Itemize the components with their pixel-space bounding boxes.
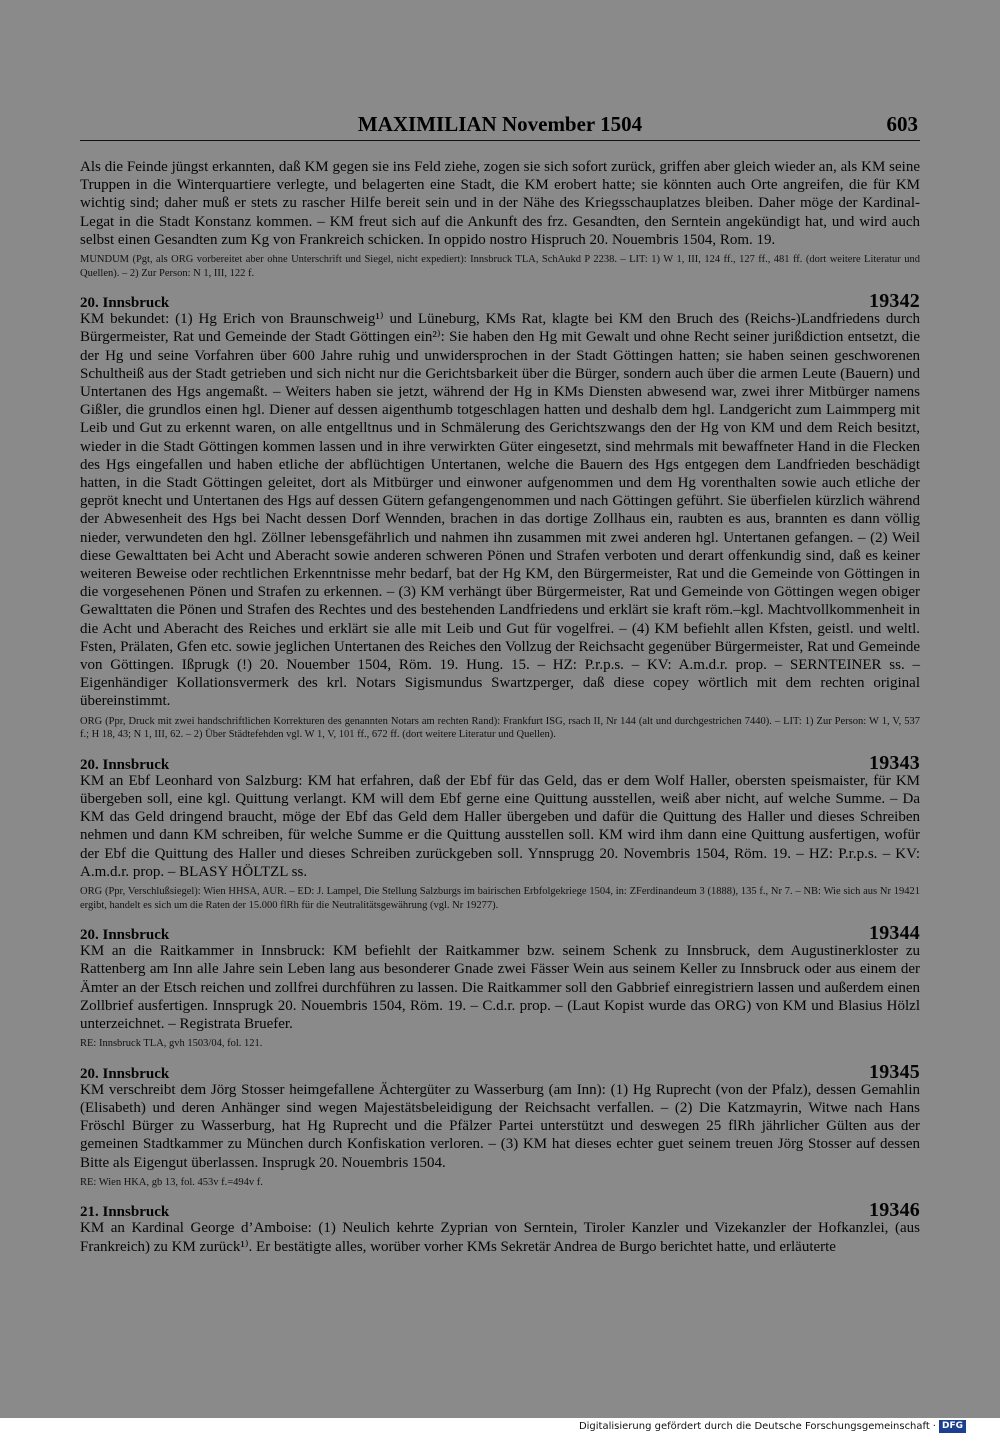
entry-heading: [80, 1199, 920, 1222]
regest-entry: [80, 922, 920, 1051]
digitization-footer: Digitalisierung gefördert durch die Deutsche Forschungsgemeinschaft · DFG: [579, 1419, 966, 1433]
entry-number: 19344: [869, 922, 920, 945]
page-content: [80, 158, 920, 1256]
footer-text: Digitalisierung gefördert durch die Deutsche Forschungsgemeinschaft: [578, 1420, 930, 1432]
regest-entry: [80, 752, 920, 912]
regest-entry: [80, 290, 920, 742]
page-number: 603: [886, 112, 918, 136]
entry-note: RE: Innsbruck TLA, gvh 1503/04, fol. 121.: [80, 1038, 263, 1050]
entry-number: 19343: [869, 751, 920, 774]
entry-heading: [80, 922, 920, 945]
entry-note: RE: Wien HKA, gb 13, fol. 453v f.=494v f.: [80, 1176, 263, 1188]
entry-number: 19346: [869, 1199, 920, 1222]
entry-text: KM an die Raitkammer in Innsbruck: KM befiehlt der Raitkammer bzw. seinem Schenk zu Innsbruck, dem Augustinerkloster zu Rattenberg am Inn alle Jahre sein Leben lang aus besonderer Gnade zwei Fässer Wein aus seinem Keller zu Innsbruck oder aus einem der Ämter an der Etsch reichen und zollfrei durchführen zu lassen. Die Raitkammer soll den Gabbrief einregistriern lassen und außerdem einen Zollbrief ausfertigen. Innsprugk 20. Nouembris 1504, Röm. 19. – C.d.r. prop. – (Laut Kopist wurde das ORG) von KM und Blasius Hölzl unterzeichnet. – Registrata Bruefer.: [80, 943, 920, 1033]
intro-text: Als die Feinde jüngst erkannten, daß KM gegen sie ins Feld ziehe, zogen sie sich sofort zurück, griffen aber gleich wieder an, als KM seine Truppen in die Winterquartiere verlegte, und belagerten eine Stadt, die KM erobert hatte; sie könnten auch Orte angreifen, die für KM wichtig sind; daher muß er stets zu rascher Hilfe bereit sein und in der Nähe des Kriegsschauplatzes bleiben. Daher möge der Kardinal-Legat in die Stadt Konstanz kommen. – KM freut sich auf die Ankunft des frz. Gesandten, den Serntein angekündigt hat, und wird auch selbst einen Gesandten zum Kg von Frankreich schicken. In oppido nostro Hispruch 20. Nouembris 1504, Rom. 19.: [80, 159, 920, 248]
entry-date: 20. Innsbruck: [80, 756, 170, 773]
entry-number: 19342: [869, 290, 920, 313]
entry-text: KM an Kardinal George d’Amboise: (1) Neulich kehrte Zyprian von Serntein, Tiroler Kanzler und Vizekanzler der Hofkanzlei, (aus Frankreich) zu KM zurück¹⁾. Er bestätigte alles, worüber vorher KMs Sekretär Andrea de Burgo berichtet hatte, und erläuterte: [80, 1220, 920, 1255]
entry-date: 20. Innsbruck: [80, 295, 170, 312]
entry-date: 20. Innsbruck: [80, 927, 170, 944]
regest-entry: [80, 1199, 920, 1255]
entry-heading: [80, 290, 920, 313]
intro-note: MUNDUM (Pgt, als ORG vorbereitet aber ohne Unterschrift und Siegel, nicht expediert): Innsbruck TLA, SchAukd P 2238. – LIT: 1) W 1, III, 124 ff., 127 ff., 481 ff. (dort weitere Literatur und Quellen). – 2) Zur Person: N 1, III, 122 f.: [80, 254, 920, 279]
entry-note: ORG (Ppr, Verschlußsiegel): Wien HHSA, AUR. – ED: J. Lampel, Die Stellung Salzburgs im bairischen Erbfolgekriege 1504, in: ZFerdinandeum 3 (1888), 135 f., Nr 7. – NB: Wie sich aus Nr 19421 ergibt, handelt es sich um die Raten der 15.000 flRh für die Neutralitätsgewährung (vgl. Nr 19277).: [80, 886, 920, 911]
entry-date: 21. Innsbruck: [80, 1204, 170, 1221]
running-title: MAXIMILIAN November 1504: [357, 112, 643, 136]
intro-block: [80, 158, 920, 280]
entry-text: KM verschreibt dem Jörg Stosser heimgefallene Ächtergüter zu Wasserburg (am Inn): (1) Hg Ruprecht (von der Pfalz), dessen Gemahlin (Elisabeth) und deren Anhänger sind wegen Majestätsbeleidigung der Reichsacht verfallen. – (2) Die Katzmayrin, Witwe nach Hans Fröschl Bürger zu Wasserburg, hat Hg Ruprecht und die Pfälzer Partei unterstützt und deswegen 25 flRh jährlicher Gülten aus der gemeinen Stadtkammer zu München durch Konfiskation verloren. – (3) KM hat dieses echter guet seinem treuen Jörg Stosser auf dessen Bitte als Eigengut überlassen. Insprugk 20. Nouembris 1504.: [80, 1081, 920, 1171]
entry-heading: [80, 752, 920, 772]
entry-note: ORG (Ppr, Druck mit zwei handschriftlichen Korrekturen des genannten Notars am rechten Rand): Frankfurt ISG, rsach II, Nr 144 (alt und durchgestrichen 7440). – LIT: 1) Zur Person: W 1, V, 537 f.; H 18, 43; N 1, III, 62. – 2) Über Städtefehden vgl. W 1, V, 101 ff., 672 ff. (dort weitere Literatur und Quellen).: [80, 715, 920, 741]
entry-text: KM bekundet: (1) Hg Erich von Braunschweig¹⁾ und Lüneburg, KMs Rat, klagte bei KM den Bruch des (Reichs-)Landfriedens durch Bürgermeister, Rat und Gemeinde der Stadt Göttingen ein²⁾: Sie haben den Hg mit Gewalt und ohne Recht seiner jurißdiction entsetzt, die der Hg und seine Vorfahren über 600 Jahre ruhig und unwidersprochen in der Stadt Göttingen hatten; sie haben seinen geschworenen Schultheiß aus der Stadt getrieben und sich nicht nur die Gerichtsbarkeit über die Bürger, sondern auch über die armen Leute (Bauern) und Untertanen des Hgs angemaßt. – Weiters haben sie jetzt, während der Hg in KMs Diensten abwesend war, zwei ihrer Mitbürger namens Gißler, die grundlos einen hgl. Diener auf dessen aigenthumb totgeschlagen hatten und deshalb dem hgl. Landgericht zum Laimmperg mit Leib und Gut zu erkennt waren, on alle entgelltnus und in Schmälerung des Gerichtszwangs den der Hg von KM und dem Reich besitzt, wieder in die Stadt Göttingen kommen lassen und in ihre verwirkten Güter eingesetzt, sind mehrmals mit bewaffneter Hand in die Flecken des Hgs eingefallen und haben etliche der abflüchtigen Untertanen, welche die Bauern des Hgs entgegen dem Landfrieden beschädigt hatten, in die Stadt Göttingen geleitet, dort als Mitbürger und einwoner aufgenommen und dem Hg vorenthalten sowie auch etliche der gepröt knecht und Untertanen des Hgs auf dessen Gütern gefangengenommen und nach Göttingen geführt. Sie überfielen kürzlich während der Abwesenheit des Hgs bei Nacht dessen Dorf Wennden, brachen in das dortige Zollhaus ein, raubten es aus, brannten es dann völlig nieder, verwundeten den hgl. Zöllner lebensgefährlich und nahmen ihn zusammen mit zwei anderen hgl. Untertanen gefangen. – (2) Weil diese Gewalttaten bei Acht und Aberacht sowie anderen schweren Pönen und Strafen verboten und derart offenkundig sind, daß es keiner weiteren Beweise oder rechtlichen Erkenntnisse mehr bedarf, bat der Hg KM, den Bürgermeister, Rat und die Gemeinde von Göttingen in die vorgesehenen Pönen und Strafen zu erkennen. – (3) KM verhängt über Bürgermeister, Rat und Gemeinde von Göttingen wegen obiger Gewalttaten die Pönen und Strafen des Rechtes und des bestehenden Landfriedens und erklärt sie kraft röm.–kgl. Machtvollkommenheit in die Acht und Aberacht des Reiches und erklärt sie alle mit Leib und Gut für vogelfrei. – (4) KM befiehlt allen Kfsten, geistl. und weltl. Fsten, Prälaten, Gfen etc. sowie jeglichen Untertanen des Reiches den Vollzug der Reichsacht gegenüber Bürgermeister, Rat und Gemeinde von Göttingen. Ißprugk (!) 20. Nouember 1504, Röm. 19. Hung. 15. – HZ: P.r.p.s. – KV: A.m.d.r. prop. – SERNTEINER ss. – Eigenhändiger Kollationsvermerk des krl. Notars Sigismundus Swartzperger, daß diese copey wörtlich mit dem rechten original übereinstimmt.: [80, 311, 920, 710]
entry-number: 19345: [869, 1060, 920, 1083]
dfg-logo-icon: DFG: [939, 1420, 966, 1433]
entry-date: 20. Innsbruck: [80, 1065, 170, 1082]
page-header: [80, 108, 920, 141]
regest-entry: [80, 1061, 920, 1190]
entry-text: KM an Ebf Leonhard von Salzburg: KM hat erfahren, daß der Ebf für das Geld, das er dem Wolf Haller, obersten speismaister, für KM übergeben soll, eine kgl. Quittung verlangt. KM will dem Ebf gerne eine Quittung ausstellen, weiß aber nicht, auf welche Summe. – Da KM das Geld dringend braucht, möge der Ebf das Geld dem Haller übergeben und dafür die Quittung des Haller und dieses Schreiben nehmen und dann KM schreiben, für welche Summe er die Quittung ausstellen soll. KM wird ihm dann eine Quittung ausfertigen, wofür der Ebf die Quittung des Haller und dieses Schreiben zurückgeben soll. Ynnsprugg 20. Novembris 1504, Röm. 19. – HZ: P.r.p.s. – KV: A.m.d.r. prop. – BLASY HÖLTZL ss.: [80, 772, 920, 880]
entry-heading: [80, 1061, 920, 1081]
